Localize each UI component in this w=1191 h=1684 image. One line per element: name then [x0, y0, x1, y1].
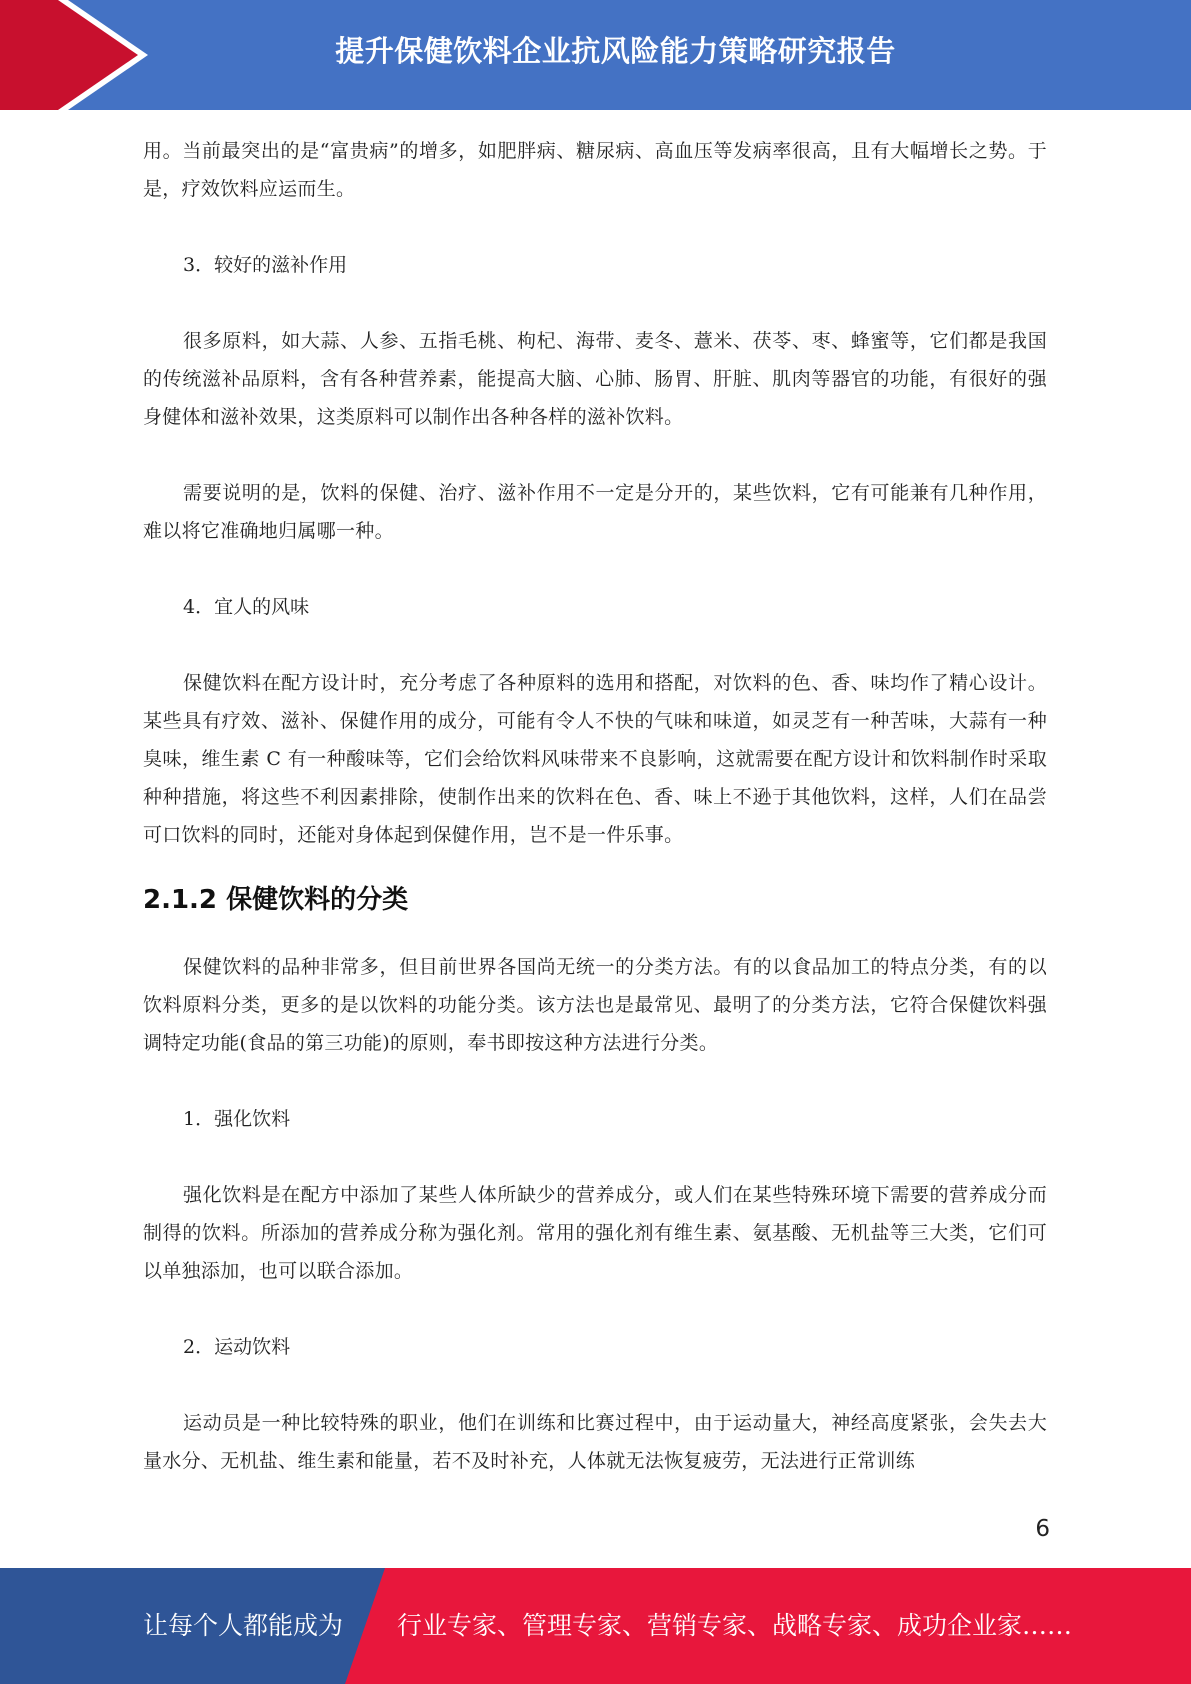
- paragraph-classification: 保健饮料的品种非常多，但目前世界各国尚无统一的分类方法。有的以食品加工的特点分类，有的以饮料原料分类，更多的是以饮料的功能分类。该方法也是最常见、最明了的分类方法，它符合保健饮料强调特定功能(食品的第三功能)的原则，奉书即按这种方法进行分类。: [143, 956, 1047, 1054]
- paragraph-sports-drinks: 运动员是一种比较特殊的职业，他们在训练和比赛过程中，由于运动量大，神经高度紧张，会失去大量水分、无机盐、维生素和能量，若不及时补充，人体就无法恢复疲劳，无法进行正常训练: [143, 1412, 1047, 1472]
- page-header: [0, 0, 1191, 110]
- paragraph-continued: 用。当前最突出的是“富贵病”的增多，如肥胖病、糖尿病、高血压等发病率很高，且有大幅增长之势。于是，疗效饮料应运而生。: [143, 140, 1047, 200]
- paragraph-flavor-design: 保健饮料在配方设计时，充分考虑了各种原料的选用和搭配，对饮料的色、香、味均作了精心设计。某些具有疗效、滋补、保健作用的成分，可能有令人不快的气味和味道，如灵芝有一种苦味，大蒜有一种臭味，维生素 C 有一种酸味等，它们会给饮料风味带来不良影响，这就需要在配方设计和饮料制作时采取种种措施，将这些不利因素排除，使制作出来的饮料在色、香、味上不逊于其他饮料，这样，人们在品尝可口饮料的同时，还能对身体起到保健作用，岂不是一件乐事。: [143, 672, 1047, 846]
- subheading-nourishing-effect: 3．较好的滋补作用: [183, 254, 348, 276]
- subheading-fortified-drinks: 1．强化饮料: [183, 1108, 291, 1130]
- subheading-sports-drinks: 2．运动饮料: [183, 1336, 291, 1358]
- footer-slogan-left: 让每个人都能成为: [143, 1611, 344, 1640]
- page-footer: [0, 1568, 1191, 1684]
- header-chevron-decoration: [0, 0, 160, 110]
- paragraph-nourishing-materials: 很多原料，如大蒜、人参、五指毛桃、枸杞、海带、麦冬、薏米、茯苓、枣、蜂蜜等，它们都是我国的传统滋补品原料，含有各种营养素，能提高大脑、心肺、肠胃、肝脏、肌肉等器官的功能，有很好的强身健体和滋补效果，这类原料可以制作出各种各样的滋补饮料。: [143, 330, 1047, 428]
- paragraph-note: 需要说明的是，饮料的保健、治疗、滋补作用不一定是分开的，某些饮料，它有可能兼有几种作用，难以将它准确地归属哪一种。: [143, 482, 1047, 542]
- paragraph-fortified-drinks: 强化饮料是在配方中添加了某些人体所缺少的营养成分，或人们在某些特殊环境下需要的营养成分而制得的饮料。所添加的营养成分称为强化剂。常用的强化剂有维生素、氨基酸、无机盐等三大类，它们可以单独添加，也可以联合添加。: [143, 1184, 1047, 1282]
- header-title: 提升保健饮料企业抗风险能力策略研究报告: [335, 34, 896, 68]
- page-number: 6: [1035, 1516, 1050, 1542]
- footer-slogan-right: 行业专家、管理专家、营销专家、战略专家、成功企业家……: [397, 1611, 1073, 1640]
- subheading-pleasant-flavor: 4．宜人的风味: [183, 596, 310, 618]
- document-body: [143, 132, 1047, 1480]
- section-heading: 2.1.2 保健饮料的分类: [143, 885, 409, 915]
